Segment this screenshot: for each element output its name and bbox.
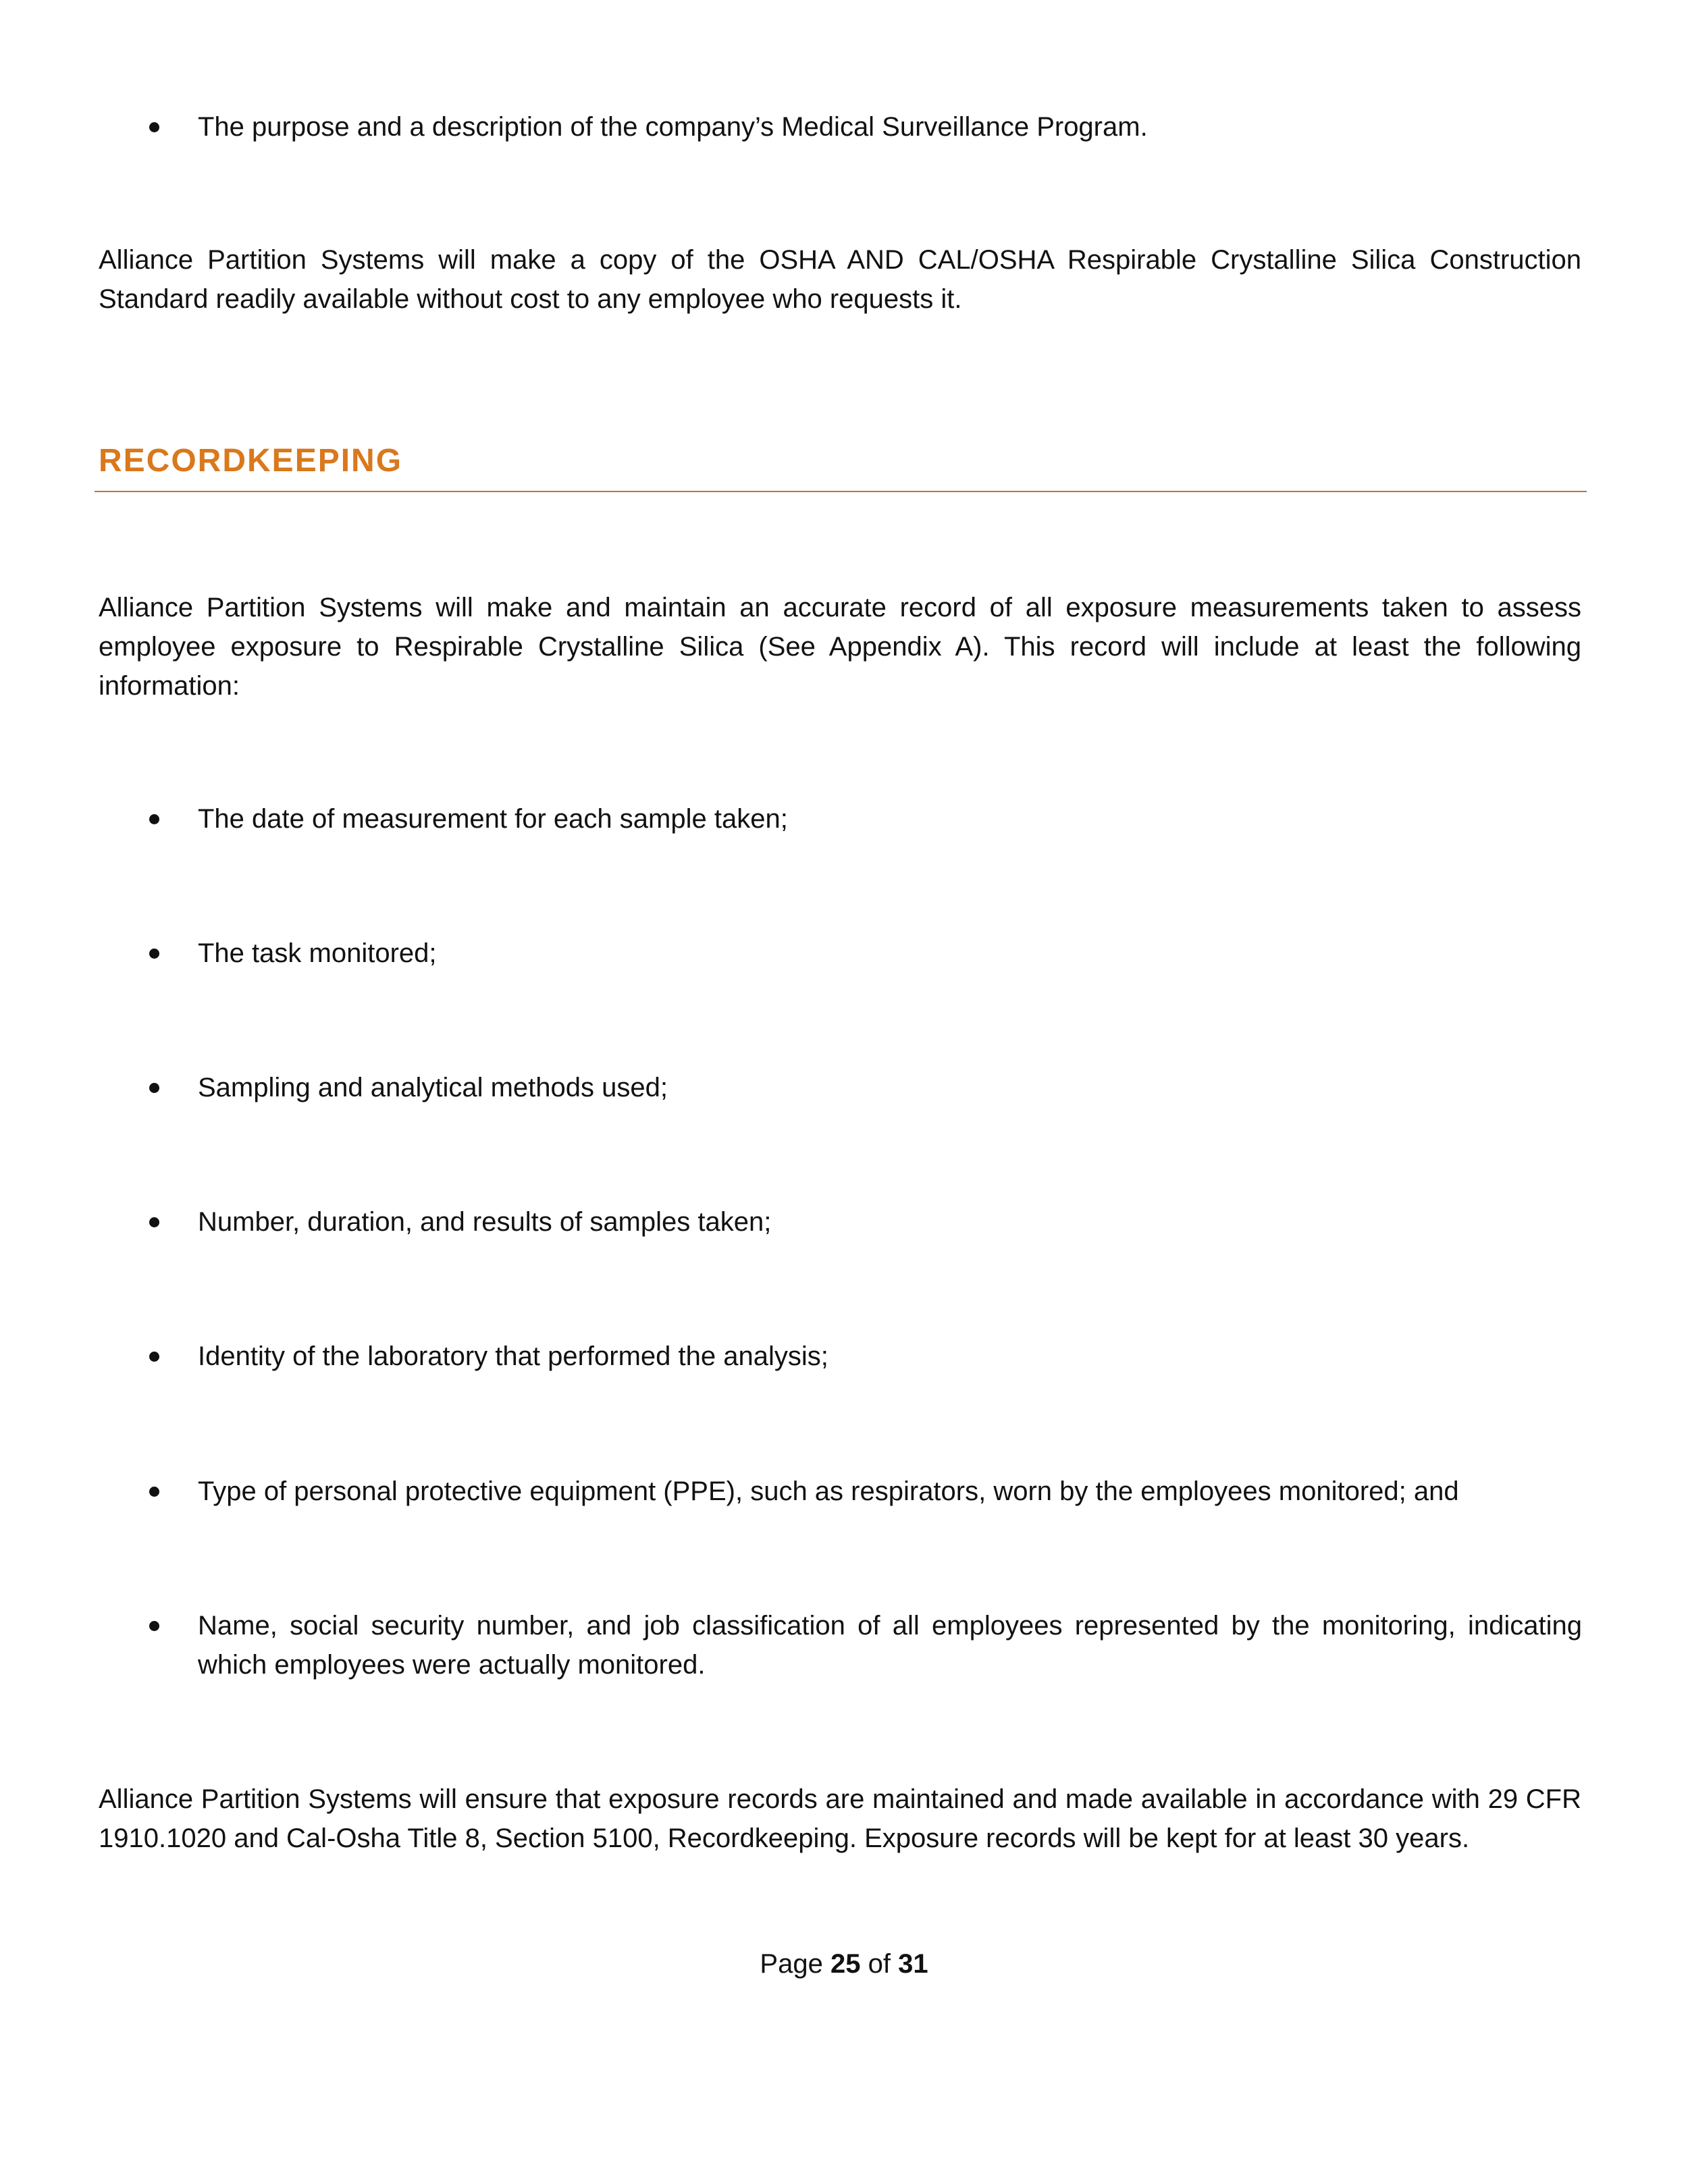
bullet-icon — [149, 949, 159, 959]
page-prefix: Page — [760, 1949, 823, 1979]
list-item-text: Identity of the laboratory that performed the analysis; — [198, 1341, 828, 1371]
paragraph-intro: Alliance Partition Systems will make and maintain an accurate record of all exposure measurements taken to assess employee exposure to Respirable Crystalline Silica (See Appendix A). This record will include at least the following information: — [99, 593, 1581, 701]
paragraph-closing: Alliance Partition Systems will ensure that exposure records are maintained and made available in accordance with 29 CFR 1910.1020 and Cal-Osha Title 8, Section 5100, Recordkeeping. Exposure records will be kept for at least 30 years. — [99, 1784, 1581, 1853]
list-item-text: The task monitored; — [198, 938, 437, 968]
page-total: 31 — [898, 1949, 928, 1979]
bullet-icon — [149, 1217, 159, 1227]
page-number — [0, 1944, 1688, 1983]
section-heading: RECORDKEEPING — [99, 443, 403, 479]
list-item-text: Number, duration, and results of samples taken; — [198, 1207, 772, 1237]
bullet-icon — [149, 814, 159, 824]
list-item-text: Name, social security number, and job classification of all employees represented by the monitoring, indicating which employees were actually monitored. — [198, 1611, 1582, 1680]
list-item-text: The date of measurement for each sample taken; — [198, 804, 788, 834]
bullet-icon — [149, 1352, 159, 1362]
heading-divider — [95, 491, 1587, 492]
bullet-icon — [149, 1487, 159, 1497]
bullet-icon — [149, 122, 159, 132]
list-item-text: Sampling and analytical methods used; — [198, 1073, 668, 1102]
page-current: 25 — [830, 1949, 861, 1979]
paragraph-standard-copy: Alliance Partition Systems will make a copy of the OSHA AND CAL/OSHA Respirable Crystalline Silica Construction Standard readily available without cost to any employee who requests it. — [99, 245, 1581, 314]
bullet-icon — [149, 1621, 159, 1631]
bullet-icon — [149, 1083, 159, 1093]
list-item-text: The purpose and a description of the company’s Medical Surveillance Program. — [198, 112, 1148, 142]
list-item-text: Type of personal protective equipment (PPE), such as respirators, worn by the employees monitored; and — [198, 1476, 1459, 1506]
page-of: of — [868, 1949, 891, 1979]
